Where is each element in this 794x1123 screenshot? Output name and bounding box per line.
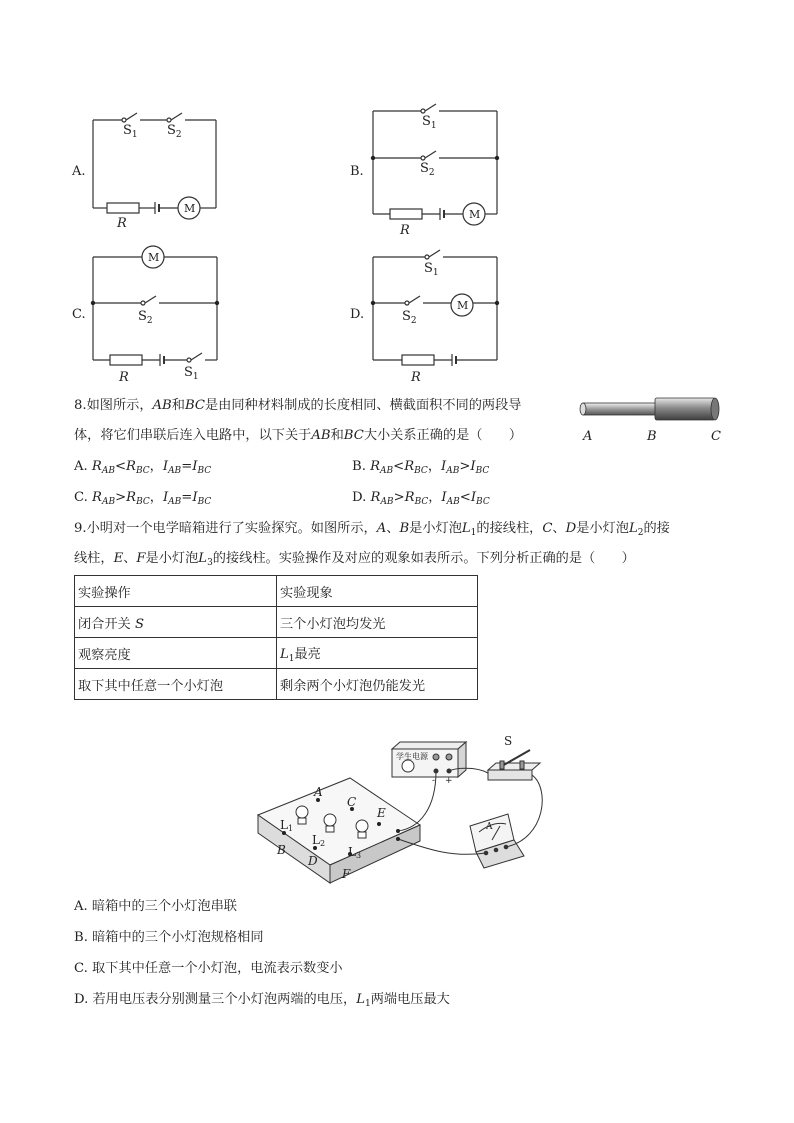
svg-text:A: A <box>486 822 493 832</box>
table-row <box>75 607 478 638</box>
q8-option-c[interactable]: C. $R_{AB}>R_{BC}$，$I_{AB}=I_{BC}$ <box>74 490 212 507</box>
black-box-figure <box>250 728 550 888</box>
svg-text:F: F <box>342 867 351 881</box>
q8-option-b[interactable]: B. $R_{AB}<R_{BC}$，$I_{AB}>I_{BC}$ <box>352 459 490 476</box>
table-header-row <box>75 576 478 607</box>
svg-text:B: B <box>277 843 286 857</box>
table-header: 实验操作 <box>75 576 277 607</box>
q9-line1: 9.小明对一个电学暗箱进行了实验探究。如图所示，A、B是小灯泡$L_1$的接线柱，C、D是小灯泡$L_2$的接 <box>74 521 670 538</box>
q9-line2: 线柱，E、F是小灯泡$L_3$的接线柱。实验操作及对应的观象如表所示。下列分析正确的是（ ） <box>74 551 635 568</box>
experiment-table <box>74 575 478 700</box>
q8-option-a[interactable]: A. $R_{AB}<R_{BC}$，$I_{AB}=I_{BC}$ <box>74 459 212 476</box>
svg-text:S2: $S_2$ <box>167 123 182 140</box>
svg-text:S1: $S_1$ <box>184 365 199 382</box>
svg-text:S2: $S_2$ <box>420 161 435 178</box>
svg-text:M: M <box>469 208 481 221</box>
svg-text:M: M <box>184 202 196 215</box>
table-row <box>75 638 478 669</box>
svg-text:A.: A. <box>72 164 86 179</box>
q9-option-a[interactable]: A. 暗箱中的三个小灯泡串联 <box>74 899 237 914</box>
table-cell: $L_1$最亮 <box>277 638 478 669</box>
q9-option-d[interactable]: D. 若用电压表分别测量三个小灯泡两端的电压，$L_1$两端电压最大 <box>74 992 450 1009</box>
svg-text:S1: $S_1$ <box>422 114 437 131</box>
svg-text:E: E <box>377 806 386 820</box>
svg-text:R: R <box>411 370 421 385</box>
svg-text:D: D <box>308 854 318 868</box>
svg-text:D.: D. <box>350 307 365 322</box>
table-row <box>75 669 478 700</box>
q8-line1: 8.如图所示，AB和BC是由同种材料制成的长度相同、横截面积不同的两段导 <box>74 398 522 413</box>
svg-text:B.: B. <box>350 164 364 179</box>
circuit-c <box>93 246 217 366</box>
q8-option-d[interactable]: D. $R_{AB}>R_{BC}$，$I_{AB}<I_{BC}$ <box>352 490 490 507</box>
svg-text:M: M <box>457 299 469 312</box>
svg-text:L3: L3 <box>348 845 362 860</box>
q9-option-b[interactable]: B. 暗箱中的三个小灯泡规格相同 <box>74 930 264 945</box>
table-cell: 闭合开关 S <box>75 607 277 638</box>
svg-text:A: A <box>314 785 323 799</box>
svg-text:-: - <box>432 776 436 786</box>
svg-text:R: R <box>117 216 127 231</box>
svg-text:+: + <box>445 776 453 786</box>
svg-text:S2: $S_2$ <box>138 309 153 326</box>
svg-text:S1: $S_1$ <box>424 261 439 278</box>
svg-text:A: A <box>583 429 593 444</box>
circuit-diagrams <box>0 0 794 390</box>
q8-line2: 体，将它们串联后连入电路中，以下关于AB和BC大小关系正确的是（ ） <box>74 428 523 443</box>
svg-text:M: M <box>148 251 160 264</box>
table-cell: 三个小灯泡均发光 <box>277 607 478 638</box>
svg-text:R: R <box>400 223 410 238</box>
svg-text:学生电源: 学生电源 <box>396 752 428 761</box>
table-cell: 取下其中任意一个小灯泡 <box>75 669 277 700</box>
table-cell: 观察亮度 <box>75 638 277 669</box>
svg-text:C: C <box>711 429 721 444</box>
svg-text:L2: L2 <box>312 833 326 848</box>
svg-text:R: R <box>119 370 129 385</box>
conductor-figure <box>575 394 725 446</box>
svg-text:B: B <box>647 429 657 444</box>
table-header: 实验现象 <box>277 576 478 607</box>
svg-text:S: S <box>504 734 513 748</box>
svg-text:S2: $S_2$ <box>402 309 417 326</box>
table-cell: 剩余两个小灯泡仍能发光 <box>277 669 478 700</box>
circuit-a <box>93 113 216 219</box>
svg-text:C.: C. <box>72 307 86 322</box>
q9-option-c[interactable]: C. 取下其中任意一个小灯泡，电流表示数变小 <box>74 961 343 976</box>
svg-text:S1: $S_1$ <box>123 123 138 140</box>
svg-text:L1: L1 <box>280 818 294 833</box>
svg-text:C: C <box>347 795 357 809</box>
